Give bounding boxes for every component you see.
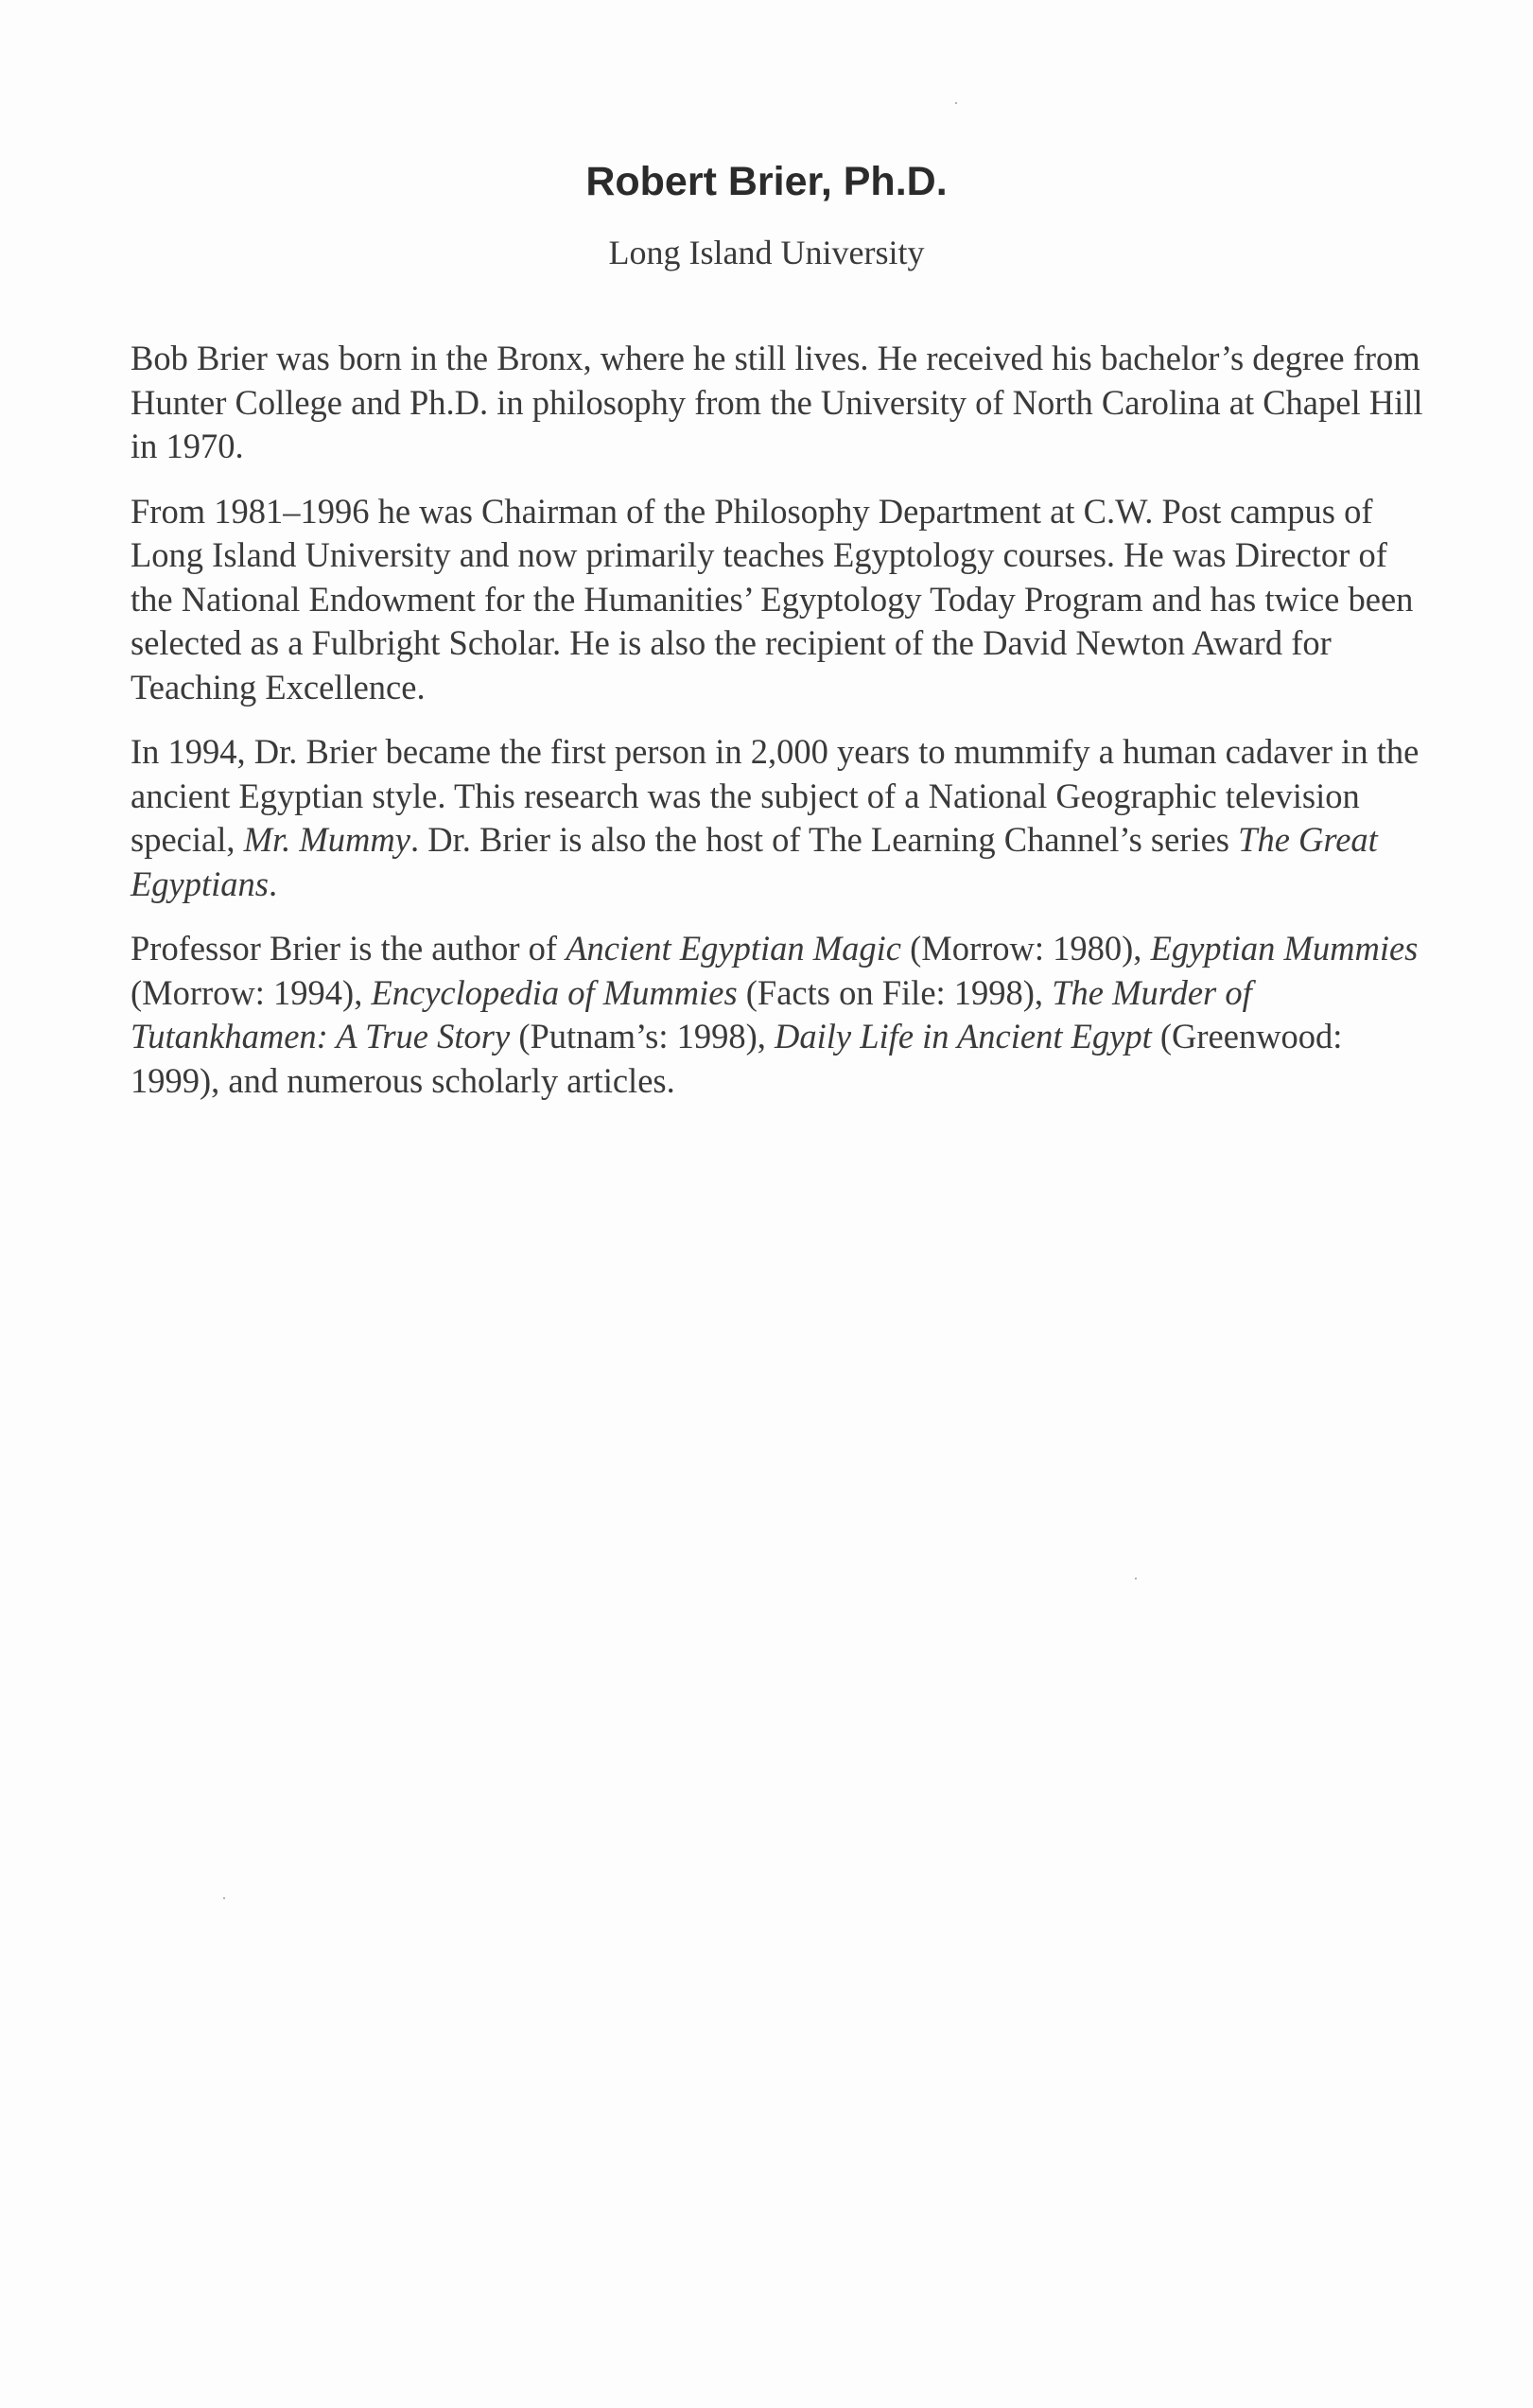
bio-paragraph-1: Bob Brier was born in the Bronx, where he still lives. He received his bachelor’s degree from Hunter College and Ph.D. in philosophy from the University of North Carolina at Chapel Hill in 1970. — [131, 339, 1423, 465]
bio-text: (Morrow: 1994), — [131, 972, 372, 1012]
scan-speck — [223, 1897, 225, 1899]
scan-speck — [955, 102, 957, 104]
bio-text: (Morrow: 1980), — [900, 929, 1151, 968]
bio-text: . Dr. Brier is also the host of The Learning Channel’s series — [409, 820, 1239, 859]
book-title: Encyclopedia of Mummies — [371, 972, 738, 1012]
bio-text: (Putnam’s: 1998), — [510, 1017, 775, 1056]
bio-text: Professor Brier is the author of — [131, 929, 566, 968]
tv-special-title: Mr. Mummy — [243, 820, 410, 859]
page-title: Robert Brier, Ph.D. — [585, 159, 948, 204]
book-title: The Murder of Tutankhamen: A True Story — [131, 972, 1252, 1056]
bio-paragraph-3 — [131, 730, 1426, 906]
bio-paragraph-4 — [131, 927, 1426, 1103]
book-title: Egyptian Mummies — [1150, 929, 1419, 968]
bio-text: (Greenwood: 1999), and numerous scholarly articles. — [131, 1017, 1343, 1100]
scan-speck — [1135, 1578, 1137, 1579]
biography — [131, 337, 1426, 1124]
affiliation: Long Island University — [608, 234, 925, 271]
bio-text: (Facts on File: 1998), — [737, 972, 1053, 1012]
book-title: Ancient Egyptian Magic — [566, 929, 901, 968]
bio-text: . — [268, 864, 278, 903]
bio-paragraph-2: From 1981–1996 he was Chairman of the Philosophy Department at C.W. Post campus of Long Island University and now primarily teaches Egyptology courses. He was Director of the National Endowment for the Humanities’ Egyptology Today Program and has twice been selected as a Fulbright Scholar. He is also the recipient of the David Newton Award for Teaching Excellence. — [131, 491, 1414, 707]
tv-series-title: The Great Egyptians — [131, 820, 1378, 903]
book-title: Daily Life in Ancient Egypt — [775, 1017, 1152, 1056]
bio-text: In 1994, Dr. Brier became the first person in 2,000 years to mummify a human cadaver in the ancient Egyptian style. This research was the subject of a National Geographic television special, — [131, 732, 1420, 859]
